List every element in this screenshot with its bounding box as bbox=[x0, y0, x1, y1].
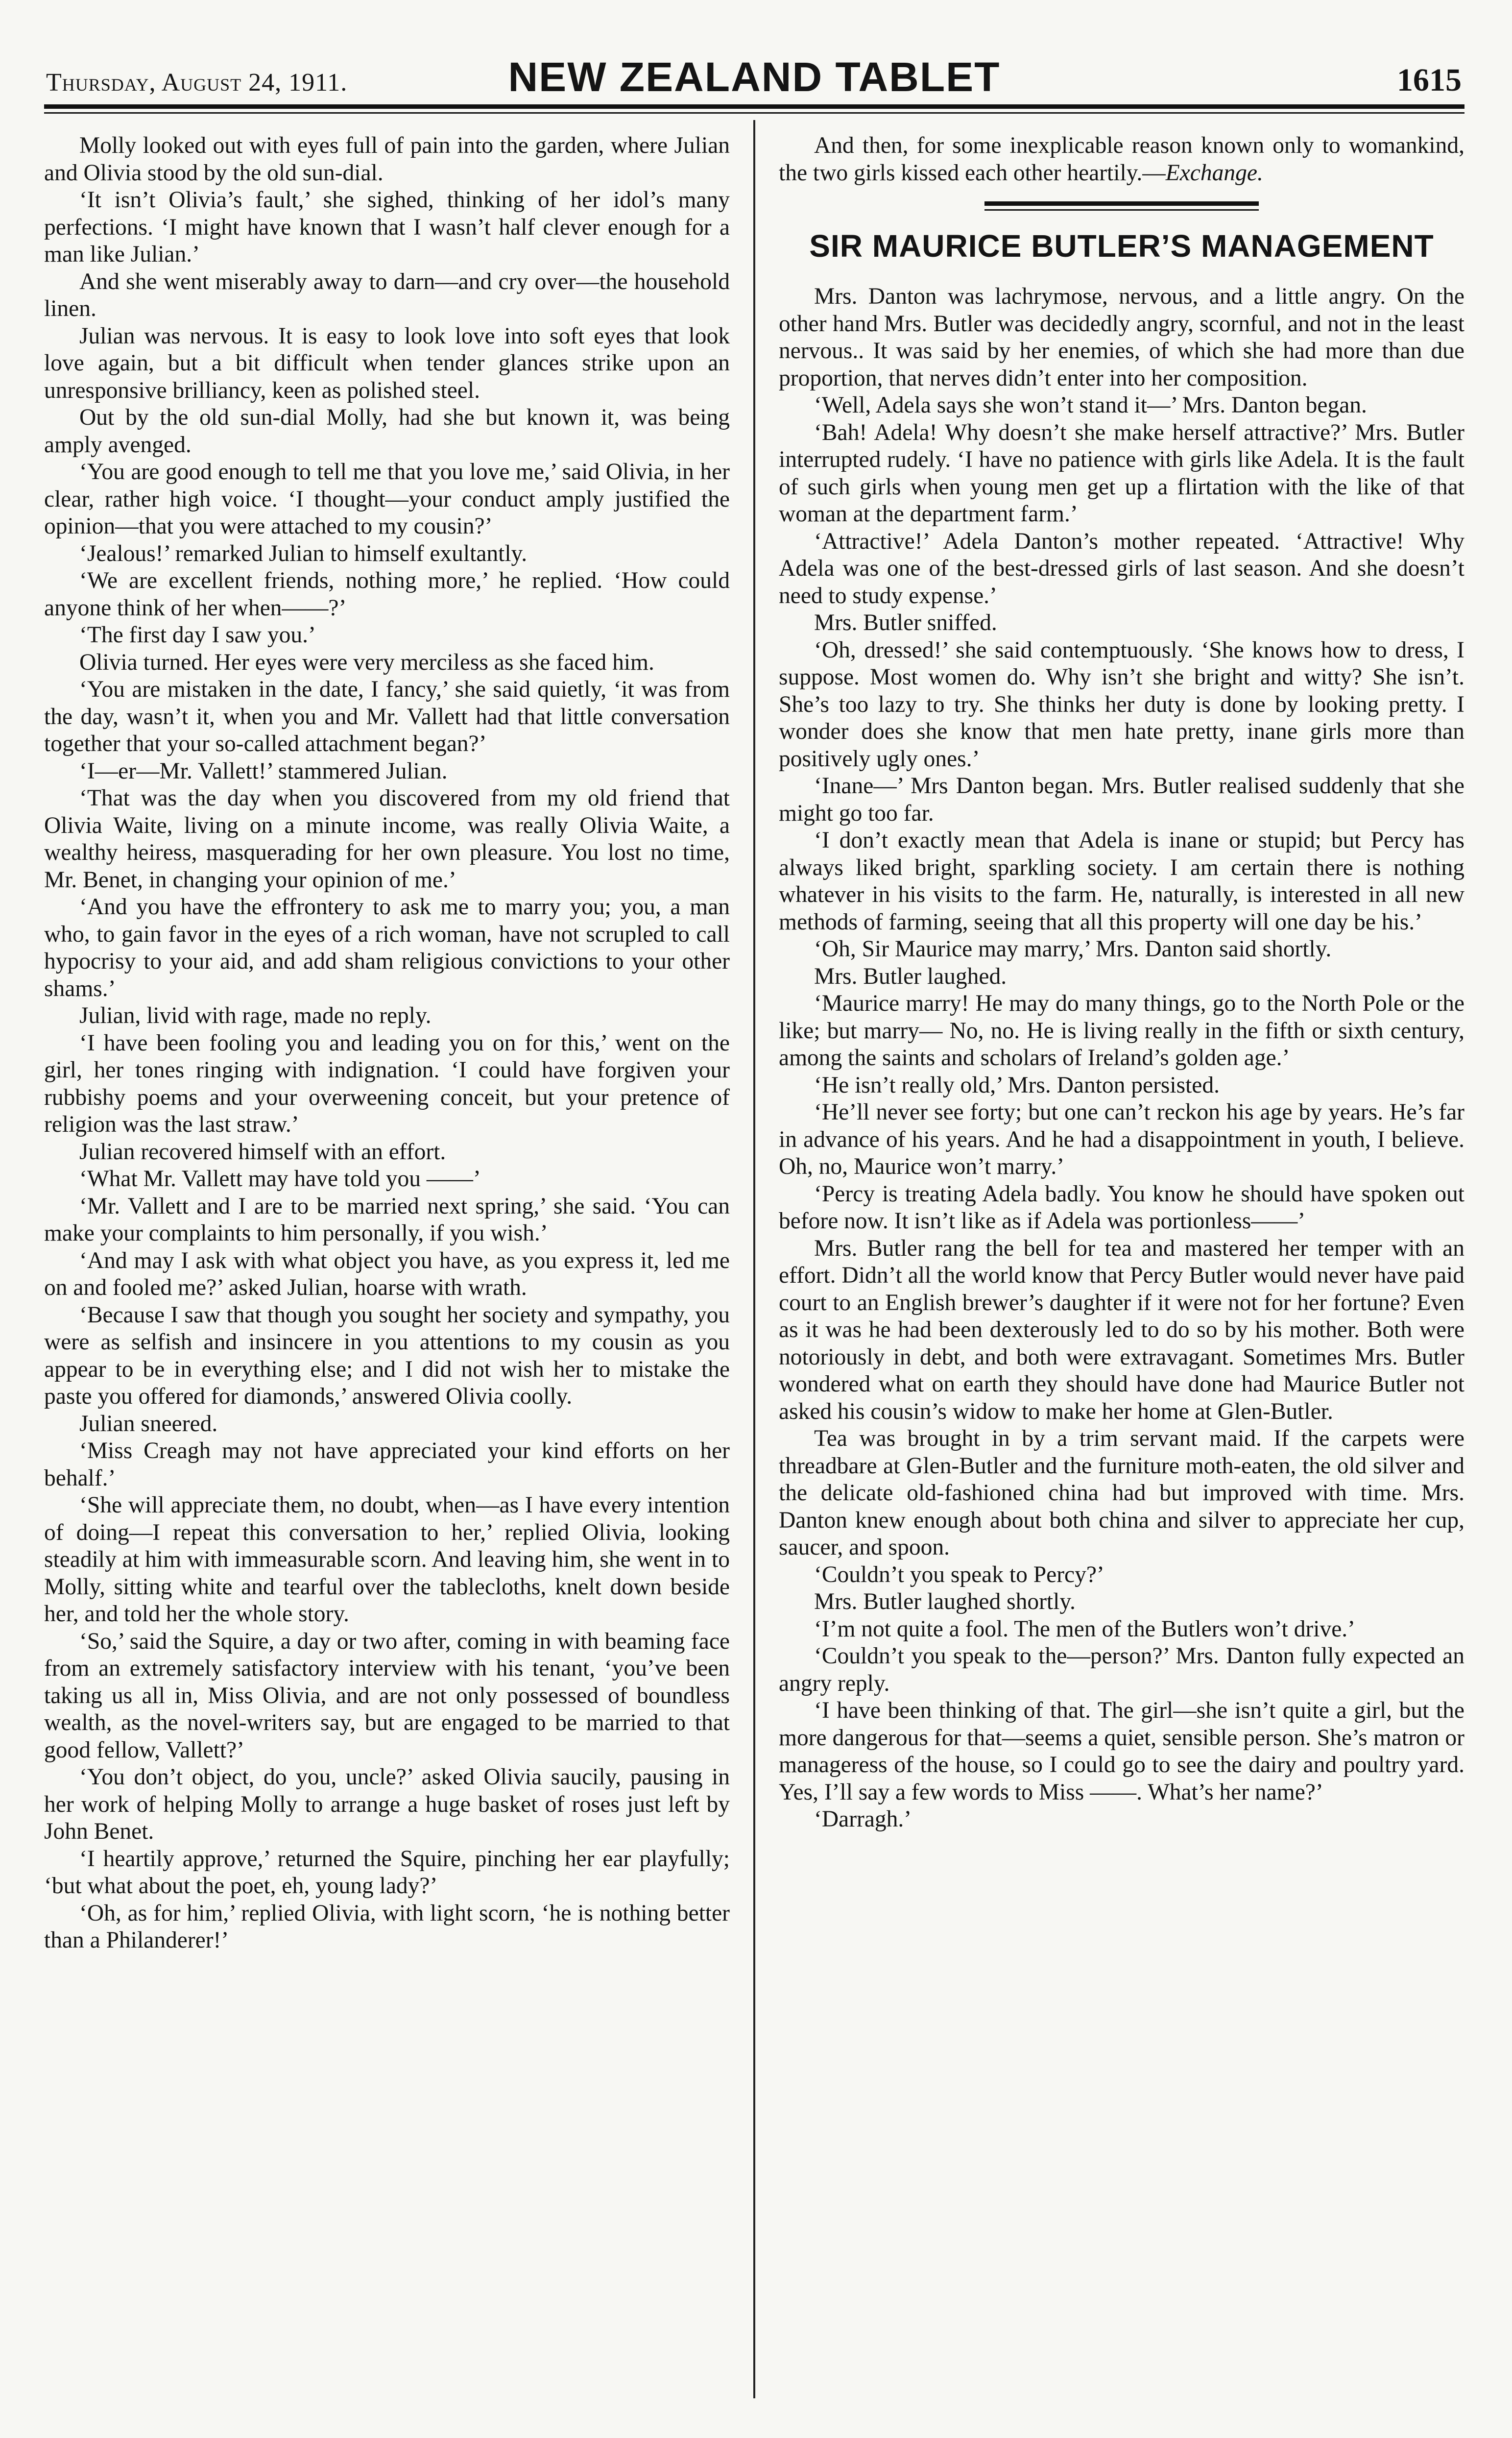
paragraph: ‘I don’t exactly mean that Adela is inane or stupid; but Percy has always liked bright, sparkling society. I am certain there is nothing whatever in his visits to the farm. He, naturally, is interested in all new methods of farming, seeing that all this property will one day be his.’ bbox=[779, 828, 1464, 935]
right-column bbox=[779, 132, 1464, 2415]
paragraph: ‘Couldn’t you speak to Percy?’ bbox=[814, 1561, 1104, 1587]
paragraph: ‘Attractive!’ Adela Danton’s mother repeated. ‘Attractive! Why Adela was one of the best-dressed girls of last season. And she doesn’t need to study expense.’ bbox=[779, 528, 1464, 609]
paragraph: ‘Bah! Adela! Why doesn’t she make herself attractive?’ Mrs. Butler interrupted rudely. ‘I have no patience with girls like Adela. It is the fault of such girls when young men get up a flirtation with the like of that woman at the department farm.’ bbox=[779, 419, 1464, 527]
paragraph: Julian recovered himself with an effort. bbox=[79, 1139, 446, 1165]
paragraph: ‘You are mistaken in the date, I fancy,’ she said quietly, ‘it was from the day, wasn’t it, when you and Mr. Vallett had that little conversation together that your so-called attachment began?’ bbox=[44, 677, 730, 756]
paragraph: ‘Oh, dressed!’ she said contemptuously. ‘She knows how to dress, I suppose. Most women do. Why isn’t she bright and witty? She isn’t. She’s too lazy to try. She thinks her duty is done by looking pretty. I wonder does she know that men hate pretty, inane girls more than positively ugly ones.’ bbox=[779, 637, 1464, 772]
paragraph: ‘She will appreciate them, no doubt, when—as I have every intention of doing—I repeat this conversation to her,’ replied Olivia, looking steadily at him with immeasurable scorn. And leaving him, she went in to Molly, sitting white and tearful over the tablecloths, knelt down beside her, and told her the whole story. bbox=[44, 1492, 730, 1627]
paragraph: ‘Well, Adela says she won’t stand it—’ Mrs. Danton began. bbox=[814, 392, 1367, 418]
left-column bbox=[44, 132, 730, 2415]
masthead bbox=[44, 54, 1464, 103]
paragraph: ‘Oh, Sir Maurice may marry,’ Mrs. Danton said shortly. bbox=[814, 936, 1332, 962]
story-ending: And then, for some inexplicable reason known only to womankind, the two girls kissed each other heartily.—Exchange. bbox=[779, 133, 1464, 186]
paragraph: ‘Mr. Vallett and I are to be married next spring,’ she said. ‘You can make your complaints to him personally, if you wish.’ bbox=[44, 1193, 730, 1246]
paragraph: ‘Darragh.’ bbox=[814, 1806, 912, 1832]
paragraph: ‘You are good enough to tell me that you love me,’ said Olivia, in her clear, rather high voice. ‘I thought—your conduct amply justified the opinion—that you were attached to my cousin?’ bbox=[44, 459, 730, 539]
paragraph: ‘I—er—Mr. Vallett!’ stammered Julian. bbox=[79, 758, 448, 784]
paragraph: ‘I have been thinking of that. The girl—she isn’t quite a girl, but the more dangerous for that—seems a quiet, sensible person. She’s matron or manageress of the house, so I could go to see the dairy and poultry yard. Yes, I’ll say a few words to Miss ——. What’s her name?’ bbox=[779, 1698, 1464, 1805]
paragraph: Julian sneered. bbox=[79, 1411, 218, 1437]
paragraph: Mrs. Butler laughed shortly. bbox=[814, 1589, 1076, 1614]
paragraph: ‘I heartily approve,’ returned the Squire, pinching her ear playfully; ‘but what about the poet, eh, young lady?’ bbox=[44, 1846, 730, 1899]
paragraph: Mrs. Butler rang the bell for tea and mastered her temper with an effort. Didn’t all the world know that Percy Butler would never have paid court to an English brewer’s daughter if it were not for her fortune? Even as it was he had been dexterously led to do so by his mother. Both were notoriously in debt, and both were extravagant. Sometimes Mrs. Butler wondered what on earth they should have done had Maurice Butler not asked his cousin’s widow to make her home at Glen-Butler. bbox=[779, 1235, 1464, 1424]
paragraph: ‘And you have the effrontery to ask me to marry you; you, a man who, to gain favor in the eyes of a rich woman, have not scrupled to call hypocrisy to your aid, and add sham religious convictions to your other shams.’ bbox=[44, 894, 730, 1001]
paragraph: ‘I’m not quite a fool. The men of the Butlers won’t drive.’ bbox=[814, 1616, 1356, 1642]
paragraph: ‘It isn’t Olivia’s fault,’ she sighed, thinking of her idol’s many perfections. ‘I might have known that I wasn’t half clever enough for a man like Julian.’ bbox=[44, 187, 730, 267]
paragraph: ‘Jealous!’ remarked Julian to himself exultantly. bbox=[79, 540, 528, 566]
section-divider bbox=[984, 201, 1259, 211]
paragraph: ‘What Mr. Vallett may have told you ——’ bbox=[79, 1166, 481, 1192]
paragraph: Julian, livid with rage, made no reply. bbox=[79, 1003, 432, 1028]
publication-title: NEW ZEALAND TABLET bbox=[508, 54, 1001, 100]
paragraph: Olivia turned. Her eyes were very merciless as she faced him. bbox=[79, 649, 654, 675]
paragraph: ‘Maurice marry! He may do many things, go to the North Pole or the like; but marry— No, no. He is living really in the fifth or sixth century, among the saints and scholars of Ireland’s golden age.’ bbox=[779, 991, 1464, 1071]
paragraph: ‘Because I saw that though you sought her society and sympathy, you were as selfish and insincere in you attentions to my cousin as you appear to be in everything else; and I did not wish her to mistake the paste you offered for diamonds,’ answered Olivia coolly. bbox=[44, 1302, 730, 1409]
paragraph: ‘He isn’t really old,’ Mrs. Danton persisted. bbox=[814, 1072, 1220, 1098]
paragraph: Mrs. Danton was lachrymose, nervous, and a little angry. On the other hand Mrs. Butler was decidedly angry, scornful, and not in the least nervous.. It was said by her enemies, of which she had more than due proportion, that nerves didn’t enter into her composition. bbox=[779, 284, 1464, 391]
paragraph: ‘The first day I saw you.’ bbox=[79, 622, 316, 648]
paragraph: ‘That was the day when you discovered from my old friend that Olivia Waite, living on a minute income, was really Olivia Waite, a wealthy heiress, masquerading for her own pleasure. You lost no time, Mr. Benet, in changing your opinion of me.’ bbox=[44, 785, 730, 893]
paragraph: Mrs. Butler laughed. bbox=[814, 963, 1007, 989]
paragraph: Tea was brought in by a trim servant maid. If the carpets were threadbare at Glen-Butler and the furniture moth-eaten, the old silver and the delicate old-fashioned china had but improved with time. Mrs. Danton knew enough about both china and silver to appreciate her cup, saucer, and spoon. bbox=[779, 1426, 1464, 1560]
header-rule-thin bbox=[44, 112, 1464, 114]
paragraph: ‘We are excellent friends, nothing more,’ he replied. ‘How could anyone think of her when——?’ bbox=[44, 568, 730, 621]
paragraph: ‘Oh, as for him,’ replied Olivia, with light scorn, ‘he is nothing better than a Philanderer!’ bbox=[44, 1900, 730, 1953]
paragraph: ‘Inane—’ Mrs Danton began. Mrs. Butler realised suddenly that she might go too far. bbox=[779, 773, 1464, 826]
paragraph: ‘Couldn’t you speak to the—person?’ Mrs. Danton fully expected an angry reply. bbox=[779, 1643, 1464, 1696]
paragraph: ‘He’ll never see forty; but one can’t reckon his age by years. He’s far in advance of his years. And he had a disappointment in youth, I believe. Oh, no, Maurice won’t marry.’ bbox=[779, 1099, 1464, 1179]
paragraph: ‘You don’t object, do you, uncle?’ asked Olivia saucily, pausing in her work of helping Molly to arrange a huge basket of roses just left by John Benet. bbox=[44, 1764, 730, 1844]
paragraph: ‘So,’ said the Squire, a day or two after, coming in with beaming face from an extremely satisfactory interview with his tenant, ‘you’ve been taking us all in, Miss Olivia, and are not only possessed of boundless wealth, as the novel-writers say, but are engaged to be married to that good fellow, Vallett?’ bbox=[44, 1628, 730, 1763]
paragraph: And she went miserably away to darn—and cry over—the household linen. bbox=[44, 268, 730, 321]
paragraph: ‘Miss Creagh may not have appreciated your kind efforts on her behalf.’ bbox=[44, 1438, 730, 1491]
paragraph: ‘I have been fooling you and leading you on for this,’ went on the girl, her tones ringing with indignation. ‘I could have forgiven your rubbishy poems and your overweening conceit, but your pretence of religion was the last straw.’ bbox=[44, 1030, 730, 1137]
paragraph: Molly looked out with eyes full of pain into the garden, where Julian and Olivia stood by the old sun-dial. bbox=[44, 133, 730, 186]
article-headline: SIR MAURICE BUTLER’S MANAGEMENT bbox=[809, 228, 1434, 264]
story-source: Exchange. bbox=[1165, 160, 1263, 186]
issue-date: Thursday, August 24, 1911. bbox=[46, 69, 348, 97]
paragraph: ‘Percy is treating Adela badly. You know he should have spoken out before now. It isn’t like as if Adela was portionless——’ bbox=[779, 1181, 1464, 1234]
paragraph: Mrs. Butler sniffed. bbox=[814, 610, 997, 635]
paragraph: ‘And may I ask with what object you have, as you express it, led me on and fooled me?’ asked Julian, hoarse with wrath. bbox=[44, 1247, 730, 1300]
header-rule-thick bbox=[44, 104, 1464, 109]
paragraph: Out by the old sun-dial Molly, had she but known it, was being amply avenged. bbox=[44, 405, 730, 458]
article-body bbox=[779, 283, 1464, 1833]
page-number: 1615 bbox=[1397, 62, 1462, 98]
column-divider bbox=[753, 120, 755, 2398]
paragraph: Julian was nervous. It is easy to look love into soft eyes that look love again, but a bit difficult when tender glances strike upon an unresponsive brilliancy, keen as polished steel. bbox=[44, 323, 730, 403]
